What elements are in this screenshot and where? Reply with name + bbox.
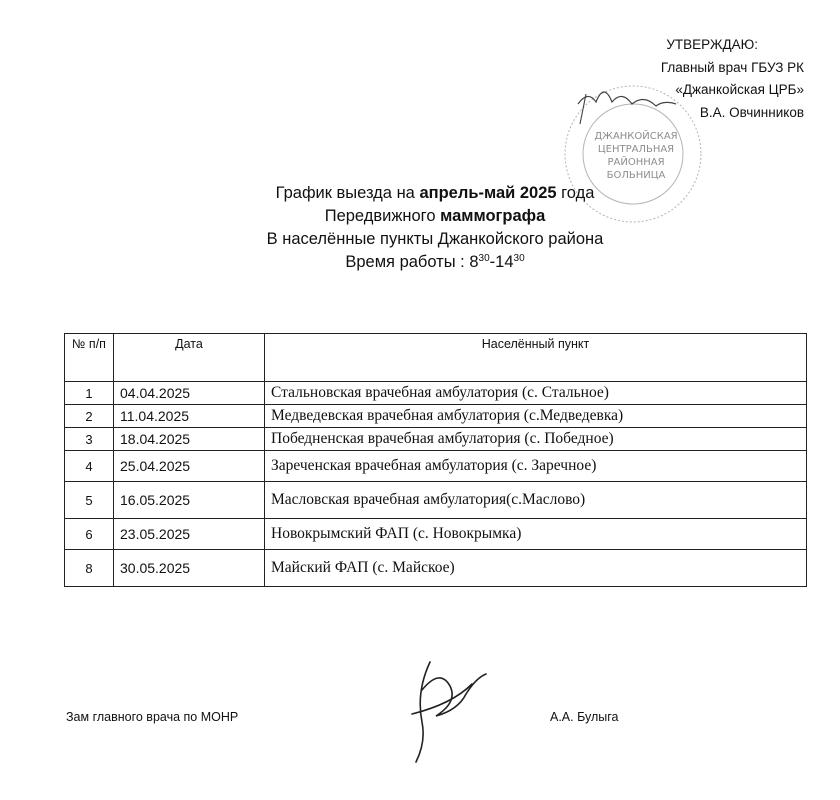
row-date: 16.05.2025	[114, 482, 265, 519]
row-number: 1	[65, 382, 114, 405]
row-number: 5	[65, 482, 114, 519]
header-number: № п/п	[65, 334, 114, 382]
approval-heading: УТВЕРЖДАЮ:	[666, 37, 758, 52]
approval-signer: В.А. Овчинников	[699, 104, 804, 120]
footer-name: А.А. Булыга	[550, 710, 619, 724]
row-place: Новокрымский ФАП (с. Новокрымка)	[265, 519, 807, 550]
schedule-table	[64, 333, 807, 587]
title-line-1: График выезда на апрель-май 2025 года	[275, 184, 595, 202]
table-row	[65, 519, 807, 550]
footer-position: Зам главного врача по МОНР	[66, 710, 239, 724]
approval-position: Главный врач ГБУЗ РК	[660, 59, 804, 75]
row-place: Масловская врачебная амбулатория(с.Маслово)	[265, 482, 807, 519]
approval-organization: «Джанкойская ЦРБ»	[675, 82, 804, 97]
table-row	[65, 382, 807, 405]
stamp-text-2: ЦЕНТРАЛЬНАЯ	[597, 144, 675, 155]
title-device: маммографа	[440, 207, 546, 225]
row-date: 25.04.2025	[114, 451, 265, 482]
title-line-2: Передвижного маммографа	[324, 207, 546, 225]
header-place: Населённый пункт	[265, 334, 807, 382]
stamp-text-4: БОЛЬНИЦА	[606, 170, 666, 181]
row-place: Стальновская врачебная амбулатория (с. Стальное)	[265, 382, 807, 405]
table-row	[65, 405, 807, 428]
stamp-text-1: ДЖАНКОЙСКАЯ	[594, 131, 678, 142]
row-date: 23.05.2025	[114, 519, 265, 550]
title-line-3: В населённые пункты Джанкойского района	[266, 230, 604, 248]
approval-block	[661, 34, 804, 124]
row-number: 2	[65, 405, 114, 428]
stamp-text-3: РАЙОННАЯ	[607, 157, 665, 168]
table-header-row	[65, 334, 807, 382]
row-place: Майский ФАП (с. Майское)	[265, 550, 807, 587]
row-number: 8	[65, 550, 114, 587]
row-date: 30.05.2025	[114, 550, 265, 587]
row-number: 4	[65, 451, 114, 482]
row-date: 04.04.2025	[114, 382, 265, 405]
title-period: апрель-май 2025	[419, 184, 557, 202]
table-row	[65, 550, 807, 587]
document-title	[200, 182, 670, 274]
table-row	[65, 428, 807, 451]
row-date: 18.04.2025	[114, 428, 265, 451]
row-number: 3	[65, 428, 114, 451]
table-row	[65, 482, 807, 519]
work-hours: Время работы : $8^{30}-14^{30}$	[345, 253, 525, 271]
table-row	[65, 451, 807, 482]
row-number: 6	[65, 519, 114, 550]
row-place: Зареченская врачебная амбулатория (с. Заречное)	[265, 451, 807, 482]
row-place: Победненская врачебная амбулатория (с. Победное)	[265, 428, 807, 451]
header-date: Дата	[114, 334, 265, 382]
row-place: Медведевская врачебная амбулатория (с.Медведевка)	[265, 405, 807, 428]
row-date: 11.04.2025	[114, 405, 265, 428]
deputy-signature	[392, 650, 502, 770]
